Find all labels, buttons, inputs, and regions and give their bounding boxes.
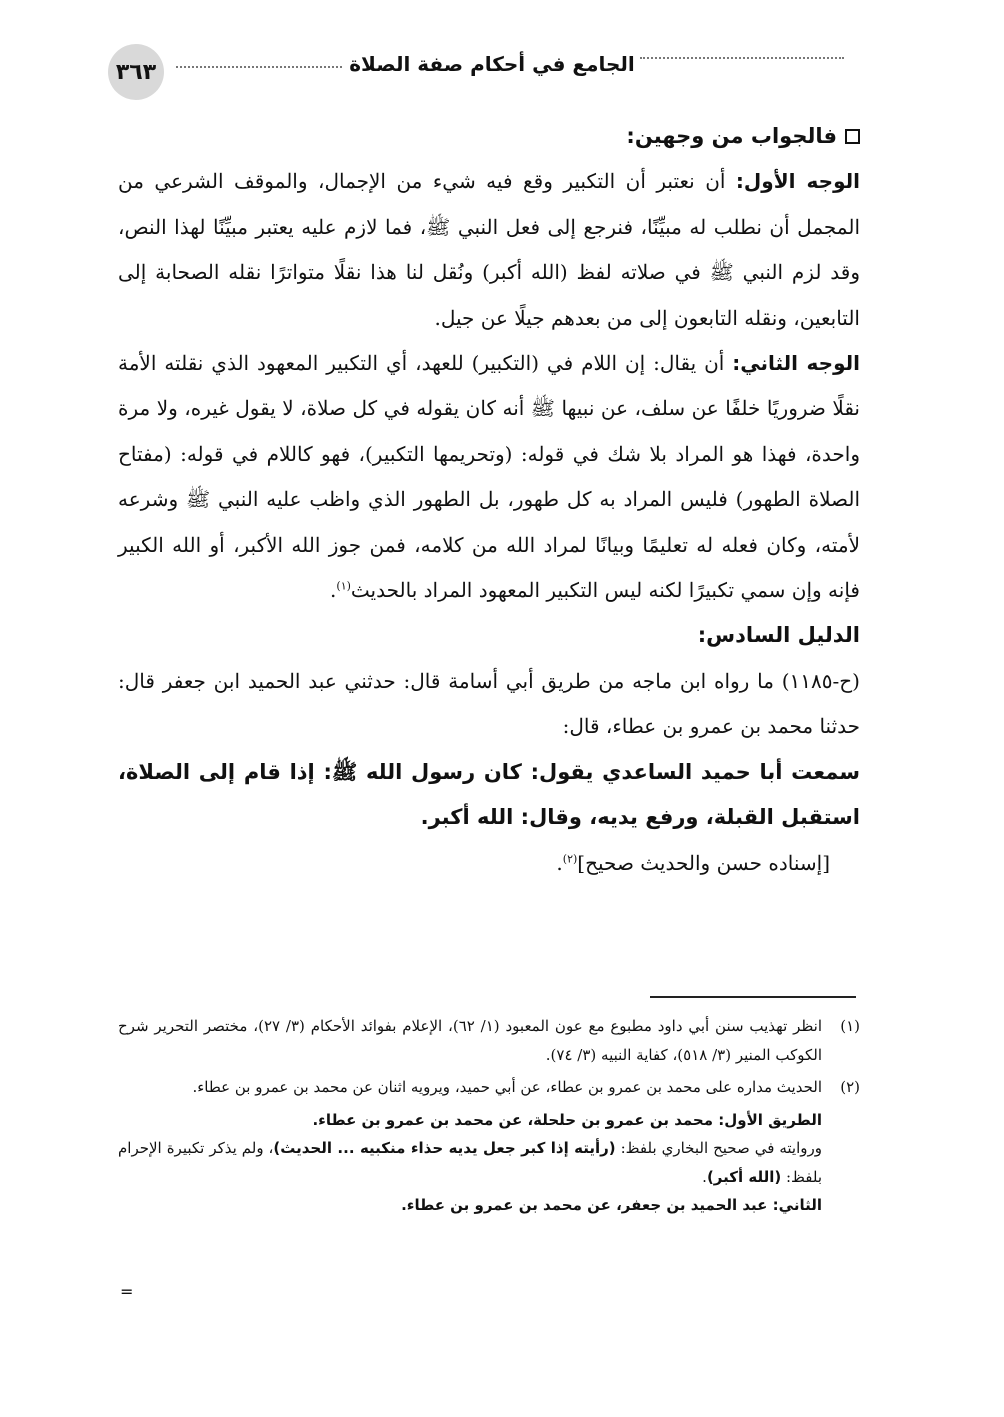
running-title: الجامع في أحكام صفة الصلاة [349, 52, 635, 76]
footnote-2-bukhari-quote: (رأيته إذا كبر جعل يديه حذاء منكبيه ... الحديث) [273, 1139, 616, 1157]
continuation-mark: = [120, 1282, 134, 1301]
grading-text: [إسناده حسن والحديث صحيح] [577, 850, 830, 875]
footnote-2-second-route: الثاني: عبد الحميد بن جعفر، عن محمد بن عمرو بن عطاء. [401, 1196, 822, 1214]
footnote-2-first-route: الطريق الأول: محمد بن عمرو بن حلحلة، عن محمد بن عمرو بن عطاء. [312, 1110, 822, 1129]
grading-line [118, 841, 860, 886]
page-number-badge [108, 44, 164, 100]
footnotes [118, 1012, 860, 1220]
footnote-1-text: انظر تهذيب سنن أبي داود مطبوع مع عون المعبود (١/ ٦٢)، الإعلام بفوائد الأحكام (٣/ ٢٧)، مختصر التحرير شرح الكوكب المنير (٣/ ٥١٨)، كفاية النبيه (٣/ ٧٤). [118, 1017, 823, 1064]
narration-text: (ح-١١٨٥) ما رواه ابن ماجه من طريق أبي أسامة قال: حدثني عبد الحميد ابن جعفر قال: حدثنا محمد بن عمرو بن عطاء، قال: [118, 668, 860, 739]
answer-heading [118, 114, 860, 159]
page-number: ٣٦٣ [115, 59, 157, 85]
main-text [118, 114, 860, 886]
footnote-2-text: الحديث مداره على محمد بن عمرو بن عطاء، عن أبي حميد، ويرويه اثنان عن محمد بن عمرو بن عطاء. [192, 1078, 822, 1096]
footnote-2 [118, 1073, 860, 1102]
footnote-2-number: (٢) [840, 1078, 860, 1096]
second-aspect-paragraph [118, 341, 860, 613]
footnote-2-bukhari-mid: ، ولم يذكر تكبيرة الإحرام بلفظ: [118, 1139, 822, 1186]
grading-end: . [556, 850, 563, 875]
sixth-evidence-heading [118, 613, 860, 658]
second-aspect-label: الوجه الثاني: [732, 351, 860, 376]
footnote-1 [118, 1012, 860, 1069]
footnote-1-number: (١) [840, 1017, 860, 1035]
footnote-separator [650, 996, 856, 998]
square-bullet-icon [845, 129, 860, 144]
footnote-2-bukhari-takbir: (الله أكبر) [706, 1167, 782, 1186]
first-aspect-label: الوجه الأول: [735, 169, 860, 194]
header-dotted-rule-right [640, 57, 844, 59]
sixth-evidence-heading-text: الدليل السادس: [697, 623, 860, 648]
footnote-ref-1[interactable]: (١) [336, 579, 351, 593]
narration-paragraph [118, 659, 860, 750]
first-aspect-paragraph [118, 159, 860, 341]
second-aspect-end: . [330, 578, 337, 603]
footnote-2-bukhari-end: . [702, 1167, 707, 1186]
header-dotted-rule-left [176, 66, 342, 68]
first-aspect-text: أن نعتبر أن التكبير وقع فيه شيء من الإجمال، والموقف الشرعي من المجمل أن نطلب له مبيِّنًا، فنرجع إلى فعل النبي ﷺ، فما لازم عليه يعتبر مبيِّنًا لهذا النص، وقد لزم النبي ﷺ في صلاته لفظ (الله أكبر) ونُقل لنا هذا نقلًا متواترًا نقله الصحابة إلى التابعين، ونقله التابعون إلى من بعدهم جيلًا عن جيل. [118, 169, 860, 330]
footnote-2-bukhari-pre: وروايته في صحيح البخاري بلفظ: [615, 1139, 822, 1157]
answer-heading-text: فالجواب من وجهين: [626, 124, 837, 148]
footnote-ref-2[interactable]: (٢) [562, 851, 578, 865]
second-aspect-text: أن يقال: إن اللام في (التكبير) للعهد، أي التكبير المعهود الذي نقلته الأمة نقلًا ضروريًا خلفًا عن سلف، عن نبيها ﷺ أنه كان يقوله في كل صلاة، لا يقول غيره، ولا مرة واحدة، فهذا هو المراد بلا شك في قوله: (وتحريمها التكبير)، فهو كاللام في قوله: (مفتاح الصلاة الطهور) فليس المراد به كل طهور، بل الطهور الذي واظب عليه النبي ﷺ وشرعه لأمته، وكان فعله له تعليمًا وبيانًا لمراد الله من كلامه، فمن جوز الله الأكبر، أو الله الكبير فإنه وإن سمي تكبيرًا لكنه ليس التكبير المعهود المراد بالحديث [118, 351, 860, 603]
footnote-2-bukhari [118, 1134, 860, 1191]
hadith-text: سمعت أبا حميد الساعدي يقول: كان رسول الله ﷺ: إذا قام إلى الصلاة، استقبل القبلة، ورفع يديه، وقال: الله أكبر. [118, 759, 860, 830]
